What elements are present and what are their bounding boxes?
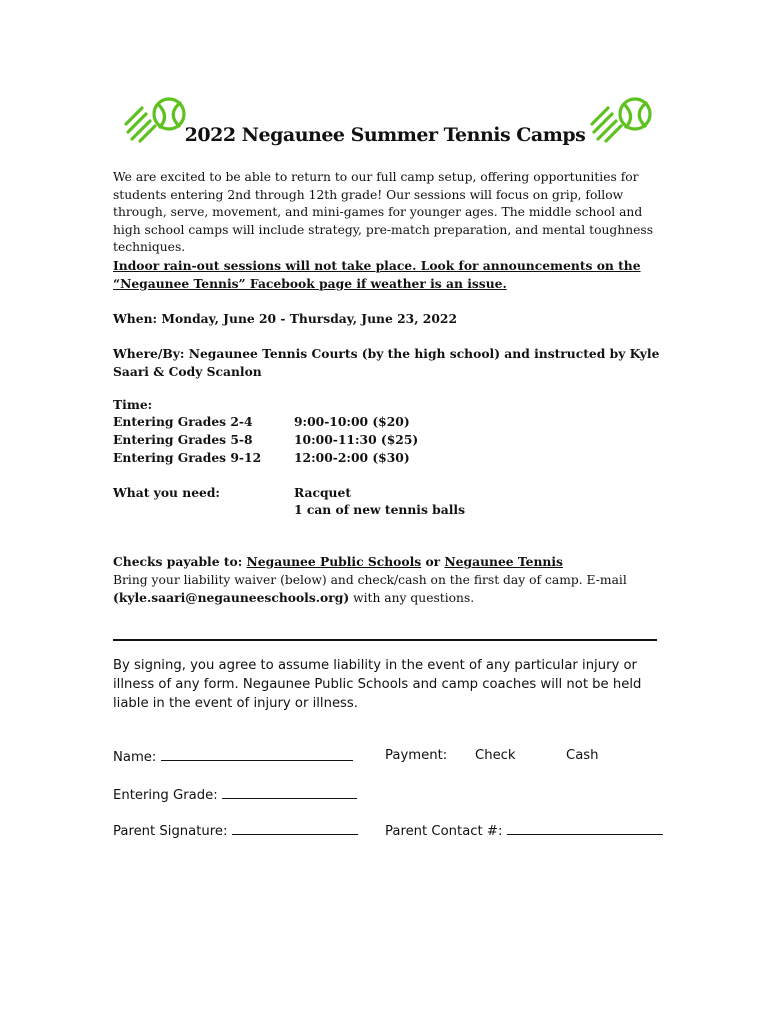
name-blank[interactable]	[161, 748, 353, 761]
checks-line3-suffix: with any questions.	[349, 591, 475, 606]
session-time: 9:00-10:00 ($20)	[294, 414, 410, 429]
needs-label: What you need:	[113, 485, 220, 500]
where-line: Where/By: Negaunee Tennis Courts (by the high school) and instructed by Kyle Saari & Cody Scanlon	[113, 346, 660, 379]
divider	[113, 639, 657, 641]
grade-blank[interactable]	[222, 786, 357, 799]
checks-line2: Bring your liability waiver (below) and check/cash on the first day of camp. E-mail	[113, 572, 627, 587]
needs-row	[113, 484, 351, 502]
name-label: Name:	[113, 750, 157, 765]
session-time: 12:00-2:00 ($30)	[294, 450, 410, 465]
contact-email: (kyle.saari@negauneeschools.org)	[113, 590, 350, 606]
session-row	[113, 413, 410, 431]
payment-option-cash[interactable]: Cash	[566, 748, 599, 763]
checks-prefix: Checks payable to:	[113, 554, 247, 569]
rainout-notice: Indoor rain-out sessions will not take place. Look for announcements on the “Negaunee Tennis” Facebook page if weather is an issue.	[113, 258, 641, 291]
when-line: When: Monday, June 20 - Thursday, June 23, 2022	[113, 311, 457, 326]
checks-or: or	[421, 554, 445, 569]
contact-blank[interactable]	[507, 822, 663, 835]
consent-paragraph: By signing, you agree to assume liability in the event of any particular injury or illness of any form. Negaunee Public Schools and camp coaches will not be held liable in the event of injury or illness.	[113, 658, 642, 711]
checks-section	[113, 553, 673, 608]
session-grade: Entering Grades 5-8	[113, 432, 253, 447]
needs-item: Racquet	[294, 485, 351, 500]
signature-field[interactable]	[113, 822, 358, 839]
payee-tennis: Negaunee Tennis	[444, 554, 563, 569]
signature-label: Parent Signature:	[113, 824, 228, 839]
signature-blank[interactable]	[232, 822, 358, 835]
session-row	[113, 431, 419, 449]
contact-field[interactable]	[385, 822, 663, 839]
session-grade: Entering Grades 9-12	[113, 450, 262, 465]
payment-option-check[interactable]: Check	[475, 748, 516, 763]
needs-item: 1 can of new tennis balls	[294, 502, 466, 517]
time-label: Time:	[113, 397, 153, 412]
session-grade: Entering Grades 2-4	[113, 414, 253, 429]
contact-label: Parent Contact #:	[385, 824, 503, 839]
page-title: 2022 Negaunee Summer Tennis Camps	[184, 124, 586, 146]
grade-label: Entering Grade:	[113, 788, 218, 803]
intro-paragraph: We are excited to be able to return to our full camp setup, offering opportunities for students entering 2nd through 12th grade! Our sessions will focus on grip, follow through, serve, movement, and mini-games for younger ages. The middle school and high school camps will include strategy, pre-match preparation, and mental toughness techniques.	[113, 170, 654, 255]
grade-field[interactable]	[113, 786, 357, 803]
payment-label: Payment:	[385, 748, 448, 763]
session-time: 10:00-11:30 ($25)	[294, 432, 419, 447]
name-field[interactable]	[113, 748, 353, 765]
session-row	[113, 449, 410, 467]
payee-schools: Negaunee Public Schools	[246, 554, 422, 569]
